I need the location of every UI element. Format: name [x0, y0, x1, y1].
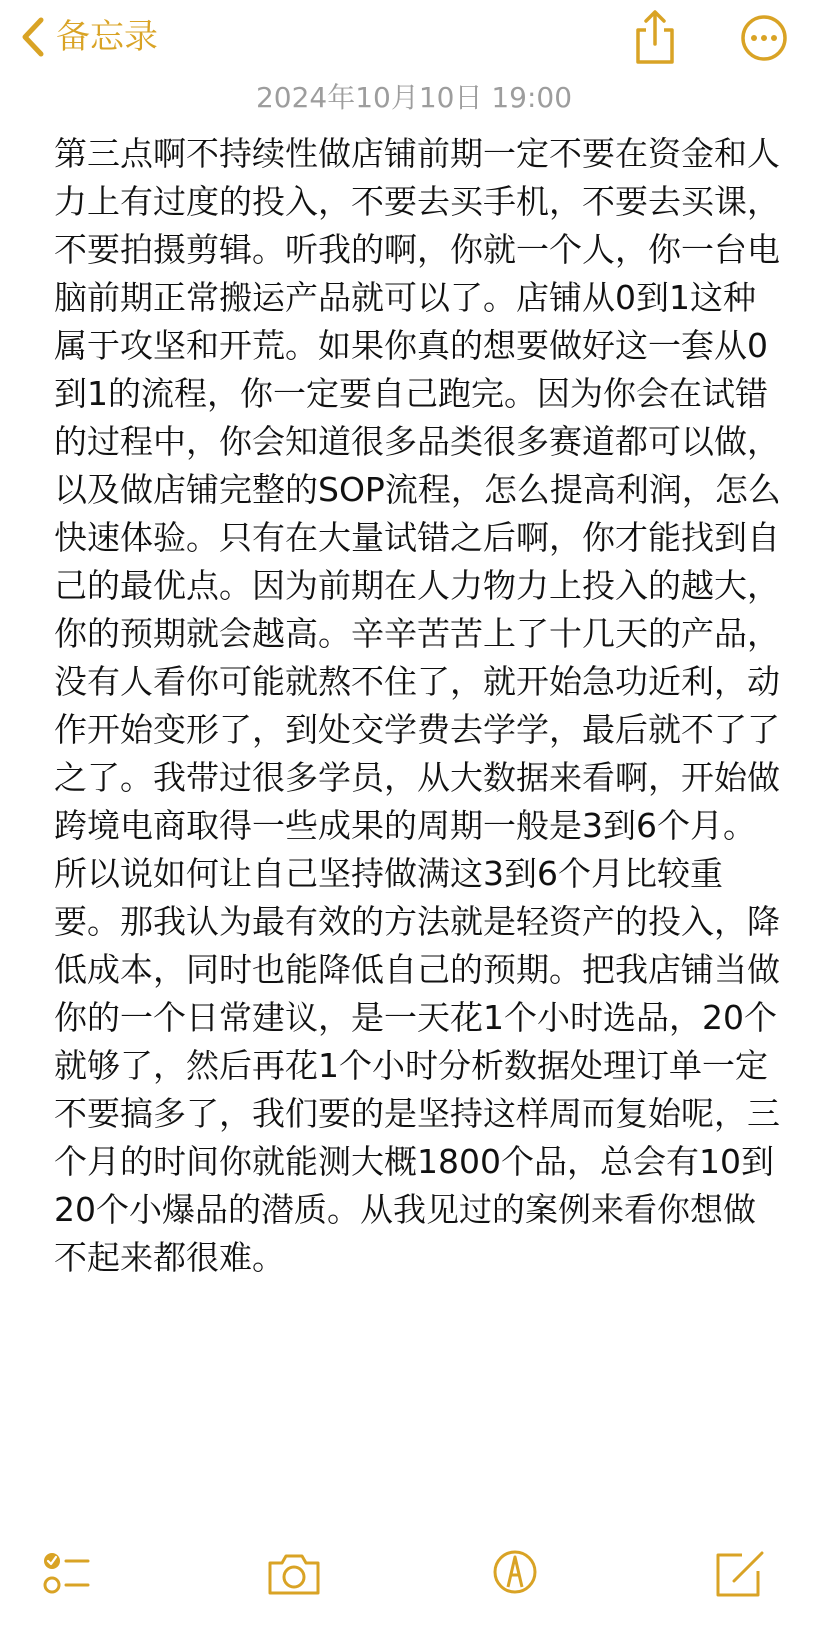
bottom-toolbar — [0, 1545, 828, 1615]
nav-bar — [0, 0, 828, 80]
compose-icon — [712, 1545, 772, 1605]
share-button[interactable] — [628, 8, 682, 68]
back-button[interactable] — [20, 12, 158, 62]
checklist-button[interactable] — [40, 1545, 100, 1605]
more-button[interactable] — [740, 14, 788, 62]
note-body-text[interactable]: 第三点啊不持续性做店铺前期一定不要在资金和人力上有过度的投入，不要去买手机，不要去买课，不要拍摄剪辑。听我的啊，你就一个人，你一台电脑前期正常搬运产品就可以了。店铺从0到1这种属于攻坚和开荒。如果你真的想要做好这一套从0到1的流程，你一定要自己跑完。因为你会在试错的过程中，你会知道很多品类很多赛道都可以做，以及做店铺完整的SOP流程，怎么提高利润，怎么快速体验。只有在大量试错之后啊，你才能找到自己的最优点。因为前期在人力物力上投入的越大，你的预期就会越高。辛辛苦苦上了十几天的产品，没有人看你可能就熬不住了，就开始急功近利，动作开始变形了，到处交学费去学学，最后就不了了之了。我带过很多学员，从大数据来看啊，开始做跨境电商取得一些成果的周期一般是3到6个月。所以说如何让自己坚持做满这3到6个月比较重要。那我认为最有效的方法就是轻资产的投入，降低成本，同时也能降低自己的预期。把我店铺当做你的一个日常建议，是一天花1个小时选品，20个就够了，然后再花1个小时分析数据处理订单一定不要搞多了，我们要的是坚持这样周而复始呢，三个月的时间你就能测大概1800个品，总会有10到20个小爆品的潜质。从我见过的案例来看你想做不起来都很难。 — [54, 134, 781, 1277]
checklist-icon — [40, 1545, 100, 1605]
camera-icon — [264, 1545, 324, 1605]
note-timestamp: 2024年10月10日 19:00 — [255, 81, 573, 114]
chevron-left-icon — [20, 16, 46, 58]
back-button-label: 备忘录 — [56, 17, 158, 57]
markup-pen-icon — [490, 1545, 550, 1605]
ellipsis-circle-icon — [740, 47, 788, 66]
share-icon — [628, 53, 682, 72]
markup-button[interactable] — [490, 1545, 550, 1605]
compose-button[interactable] — [712, 1545, 772, 1605]
camera-button[interactable] — [264, 1545, 324, 1605]
